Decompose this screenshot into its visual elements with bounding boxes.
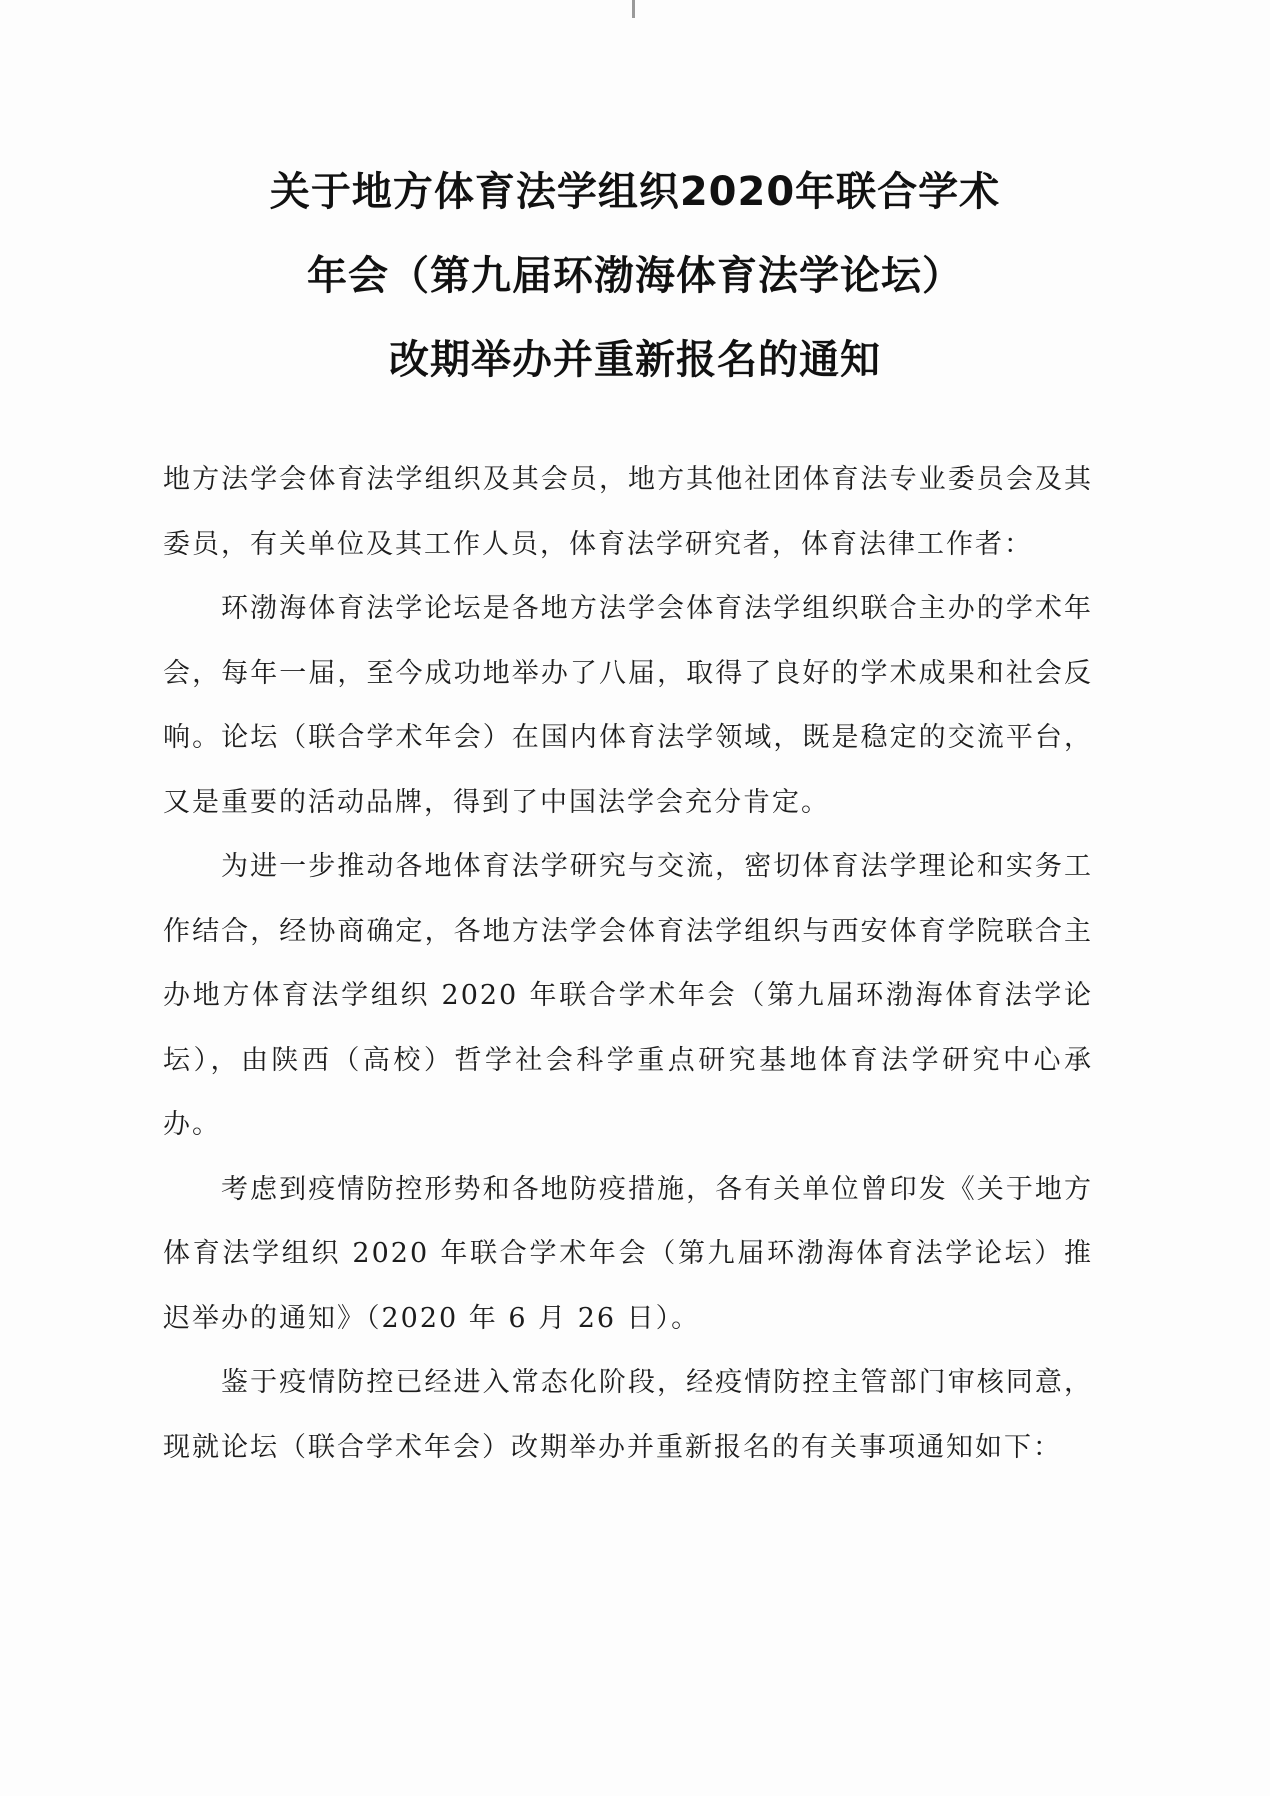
body-paragraph-reschedule: 鉴于疫情防控已经进入常态化阶段，经疫情防控主管部门审核同意，现就论坛（联合学术年会）改期举办并重新报名的有关事项通知如下： <box>163 1367 1093 1463</box>
title-line-2: 年会（第九届环渤海体育法学论坛） <box>307 253 963 299</box>
body-paragraph-organizers: 为进一步推动各地体育法学研究与交流，密切体育法学理论和实务工作结合，经协商确定，各地方法学会体育法学组织与西安体育学院联合主办地方体育法学组织 2020 年联合学术年会（第九届环渤海体育法学论坛），由陕西（高校）哲学社会科学重点研究基地体育法学研究中心承办。 <box>163 851 1093 1140</box>
title-line-1: 关于地方体育法学组织2020年联合学术 <box>269 169 1001 215</box>
title-line-3: 改期举办并重新报名的通知 <box>389 337 881 383</box>
salutation-paragraph: 地方法学会体育法学组织及其会员，地方其他社团体育法专业委员会及其委员，有关单位及其工作人员，体育法学研究者，体育法律工作者： <box>163 464 1093 560</box>
notice-title <box>0 150 1270 402</box>
body-paragraph-forum-intro: 环渤海体育法学论坛是各地方法学会体育法学组织联合主办的学术年会，每年一届，至今成功地举办了八届，取得了良好的学术成果和社会反响。论坛（联合学术年会）在国内体育法学领域，既是稳定的交流平台，又是重要的活动品牌，得到了中国法学会充分肯定。 <box>163 593 1093 818</box>
notice-body <box>163 448 1093 1480</box>
scan-binding-mark <box>632 0 635 18</box>
body-paragraph-postponement: 考虑到疫情防控形势和各地防疫措施，各有关单位曾印发《关于地方体育法学组织 2020 年联合学术年会（第九届环渤海体育法学论坛）推迟举办的通知》（2020 年 6 月 26 日）。 <box>163 1173 1093 1334</box>
